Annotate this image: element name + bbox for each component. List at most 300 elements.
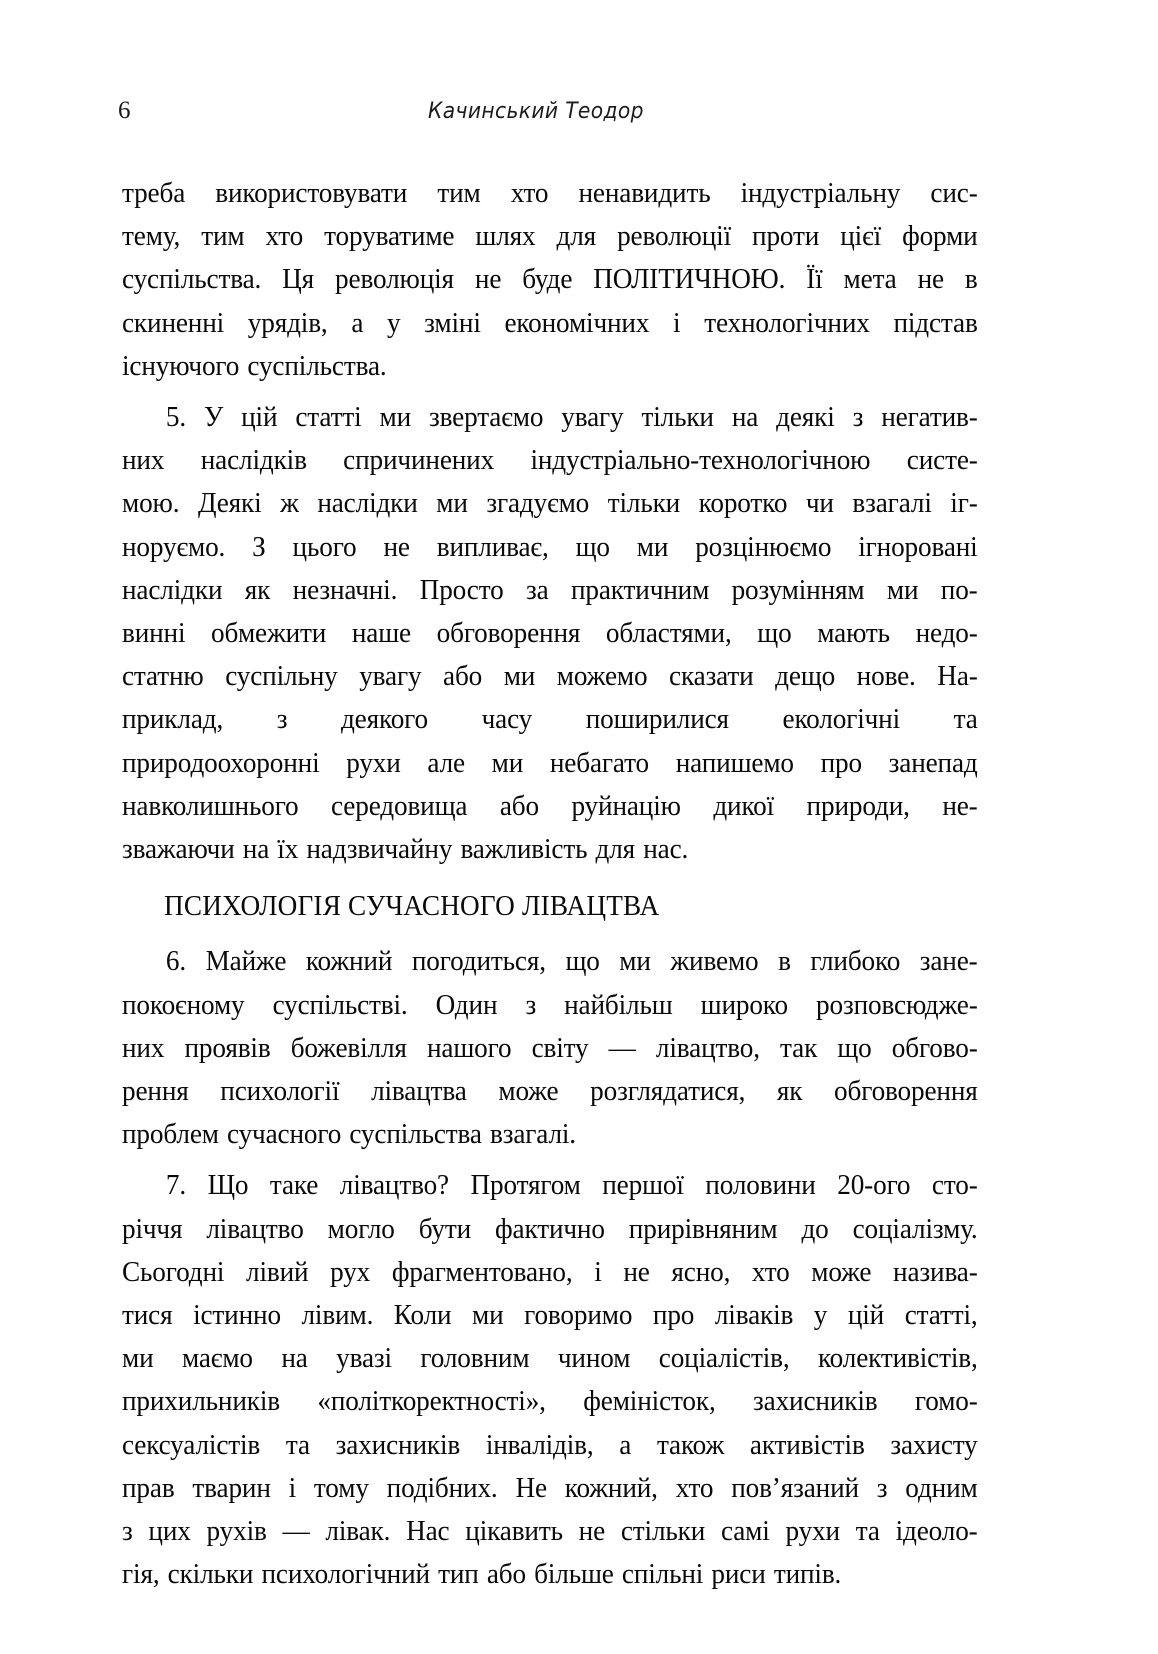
- word: розповсюдже-: [816, 989, 978, 1021]
- word: пов’язаний: [731, 1472, 859, 1504]
- word: скільки: [167, 1559, 254, 1591]
- word: руйнацію: [571, 790, 681, 822]
- word: з: [122, 1516, 133, 1548]
- word: —: [608, 1032, 636, 1064]
- word: увагу: [561, 402, 624, 434]
- word: мають: [817, 618, 890, 650]
- word: для: [595, 834, 636, 866]
- word: не: [578, 1516, 606, 1548]
- word: а: [351, 307, 364, 339]
- word: а: [619, 1429, 632, 1461]
- word: спільні: [621, 1559, 704, 1591]
- word: З: [252, 531, 266, 563]
- word: тим: [201, 221, 245, 253]
- word: не: [917, 264, 944, 296]
- word: і: [673, 307, 681, 339]
- word: треба: [122, 178, 186, 209]
- word: погодиться,: [411, 946, 546, 978]
- word: про: [820, 747, 862, 779]
- word: тому: [313, 1472, 369, 1504]
- word: навколишнього: [122, 790, 299, 822]
- text-line: [122, 258, 978, 301]
- word: лівацтво: [206, 1213, 304, 1245]
- word: лівак.: [325, 1516, 391, 1548]
- word: незначні.: [292, 574, 398, 606]
- word: рухи: [346, 747, 401, 779]
- word: цієї: [840, 221, 882, 253]
- word: проблем: [122, 1119, 219, 1151]
- word: тварин: [192, 1472, 271, 1504]
- word: про: [652, 1300, 695, 1332]
- word: негатив-: [881, 402, 978, 434]
- word: на: [242, 834, 270, 866]
- word: Що: [207, 1170, 249, 1202]
- word: суспільства.: [122, 264, 262, 296]
- word: 20-ого: [837, 1170, 911, 1202]
- word: природи,: [806, 790, 910, 822]
- word: винні: [122, 618, 186, 650]
- word: також: [656, 1429, 725, 1461]
- heading-spacer-below: [122, 928, 977, 940]
- text-line: [122, 1208, 978, 1251]
- word: світу: [531, 1032, 589, 1064]
- word: скиненні: [122, 307, 225, 339]
- word: половини: [705, 1170, 816, 1202]
- word: лівий: [246, 1256, 309, 1288]
- word: випливає,: [436, 531, 549, 563]
- word: взагалі: [852, 488, 932, 520]
- word: соціалістів,: [658, 1343, 790, 1375]
- word: На-: [937, 661, 978, 693]
- word: лівацтво?: [339, 1170, 449, 1202]
- word: середовища: [331, 790, 468, 822]
- word: тися: [122, 1300, 173, 1332]
- word: ми: [636, 531, 669, 563]
- word: говоримо: [524, 1300, 633, 1332]
- word: зане-: [919, 946, 978, 978]
- word: таке: [269, 1170, 319, 1202]
- word: революція: [335, 264, 454, 296]
- word: ігноровані: [858, 531, 978, 563]
- page-number: 6: [118, 97, 131, 124]
- word: деякого: [340, 704, 428, 736]
- word: захисників: [335, 1429, 461, 1461]
- word: ліваків: [714, 1300, 794, 1332]
- text-line: [122, 785, 978, 828]
- text-line: [122, 984, 978, 1027]
- word: суспільства.: [247, 350, 387, 382]
- word: областями,: [605, 618, 732, 650]
- word: суспільну: [225, 661, 338, 693]
- word: хто: [265, 221, 304, 253]
- word: цікавить: [465, 1516, 563, 1548]
- word: ми: [503, 661, 536, 693]
- word: ми: [886, 574, 919, 606]
- word: часу: [481, 704, 533, 736]
- word: торуватиме: [324, 221, 455, 253]
- word: на: [281, 1343, 308, 1375]
- word: наше: [351, 618, 412, 650]
- word: надзвичайну: [306, 834, 453, 866]
- word: лівацтво,: [655, 1032, 760, 1064]
- word: іг-: [950, 488, 978, 520]
- text-line: [122, 302, 978, 345]
- text-line: [122, 1027, 978, 1070]
- word: з: [852, 402, 864, 434]
- word: проти: [752, 221, 820, 253]
- word: нас.: [643, 834, 689, 866]
- word: технологічних: [704, 307, 870, 339]
- word: або: [486, 1559, 526, 1591]
- word: Майже: [205, 946, 287, 978]
- word: може: [811, 1256, 872, 1288]
- word: прирівняним: [628, 1213, 778, 1245]
- text-line: [122, 569, 978, 612]
- word: підстав: [893, 307, 978, 339]
- word: ідеоло-: [895, 1516, 978, 1548]
- word: фрагментовано,: [391, 1256, 573, 1288]
- word: наслідків: [200, 445, 307, 477]
- text-line: [122, 1294, 978, 1337]
- word: мою.: [122, 488, 180, 520]
- word: і: [288, 1472, 297, 1504]
- text-line: [122, 482, 978, 525]
- word: ми: [619, 946, 651, 978]
- word: поширилися: [585, 704, 729, 736]
- word: Не: [515, 1472, 547, 1504]
- word: революції: [617, 221, 732, 253]
- word: шлях: [475, 221, 536, 253]
- text-line: [122, 1070, 978, 1113]
- word: обмежити: [211, 618, 327, 650]
- word: обговорення: [436, 618, 581, 650]
- running-head: [118, 96, 1040, 128]
- word: економічних: [504, 307, 650, 339]
- word: можемо: [556, 661, 648, 693]
- word: лівим.: [301, 1300, 374, 1332]
- word: широко: [700, 989, 788, 1021]
- word: важливість: [460, 834, 588, 866]
- word: бути: [418, 1213, 472, 1245]
- word: гомо-: [914, 1386, 978, 1418]
- word: риси: [711, 1559, 766, 1591]
- word: як: [244, 574, 271, 606]
- word: взагалі.: [490, 1119, 576, 1151]
- word: або: [499, 790, 539, 822]
- word: урядів,: [247, 307, 328, 339]
- text-line: [122, 396, 978, 439]
- word: захисту: [890, 1429, 978, 1461]
- word: статті: [295, 402, 362, 434]
- word: них: [122, 1032, 165, 1064]
- word: хто: [751, 1256, 790, 1288]
- word: сказати: [669, 661, 754, 693]
- word: може: [498, 1076, 559, 1108]
- word: занепад: [888, 747, 978, 779]
- word: —: [282, 1516, 310, 1548]
- word: самі: [720, 1516, 770, 1548]
- word: статті,: [904, 1300, 978, 1332]
- word: цій: [847, 1300, 885, 1332]
- word: екологічні: [782, 704, 901, 736]
- word: інвалідів,: [485, 1429, 594, 1461]
- word: 6.: [165, 946, 187, 978]
- text-line: [122, 215, 978, 258]
- word: Сьогодні: [122, 1256, 225, 1288]
- word: та: [953, 704, 978, 736]
- word: недо-: [915, 618, 978, 650]
- word: наслідки: [317, 488, 418, 520]
- word: назива-: [893, 1256, 978, 1288]
- word: та: [285, 1429, 310, 1461]
- word: суспільства: [349, 1119, 482, 1151]
- text-line: [122, 1380, 978, 1423]
- text-line: [122, 1467, 978, 1510]
- word: ми: [379, 402, 412, 434]
- word: розцінюємо: [695, 531, 832, 563]
- text-line: [122, 742, 978, 785]
- word: та: [855, 1516, 880, 1548]
- word: У: [204, 402, 224, 434]
- word: Просто: [419, 574, 504, 606]
- word: розглядатися,: [590, 1076, 746, 1108]
- word: хто: [675, 1472, 714, 1504]
- word: наслідки: [122, 574, 223, 606]
- word: цій: [241, 402, 278, 434]
- word: рення: [122, 1076, 189, 1108]
- word: активістів: [749, 1429, 865, 1461]
- text-line: [122, 526, 978, 569]
- word: небагато: [549, 747, 650, 779]
- word: 5.: [165, 402, 187, 434]
- word: у: [813, 1300, 828, 1332]
- word: Коли: [393, 1300, 452, 1332]
- word: рух: [330, 1256, 371, 1288]
- word: зміні: [424, 307, 481, 339]
- text-line: [122, 1113, 978, 1156]
- word: покоєному: [122, 989, 245, 1021]
- word: тему,: [122, 221, 181, 253]
- word: на: [731, 402, 759, 434]
- word: ми: [436, 488, 468, 520]
- word: норуємо.: [122, 531, 226, 563]
- word: хто: [510, 178, 549, 209]
- word: них: [122, 445, 165, 477]
- paragraph-spacer: [122, 388, 977, 396]
- word: дещо: [775, 661, 836, 693]
- word: сто-: [931, 1170, 978, 1202]
- word: мета: [843, 264, 897, 296]
- word: не: [474, 264, 502, 296]
- word: проявів: [184, 1032, 271, 1064]
- word: фактично: [495, 1213, 605, 1245]
- text-line: [122, 612, 978, 655]
- word: ми: [122, 1343, 154, 1375]
- word: найбільш: [564, 989, 673, 1021]
- text-block: [122, 172, 977, 1597]
- word: рухи: [785, 1516, 840, 1548]
- word: по-: [940, 574, 978, 606]
- word: божевілля: [290, 1032, 407, 1064]
- word: першої: [602, 1170, 684, 1202]
- word: практичним: [570, 574, 710, 606]
- word: увагу: [359, 661, 422, 693]
- running-head-author: Качинський Теодор: [428, 99, 644, 124]
- text-line: [122, 1510, 978, 1553]
- word: для: [556, 221, 597, 253]
- word: цих: [148, 1516, 191, 1548]
- text-line: [122, 698, 978, 741]
- word: Деякі: [197, 488, 262, 520]
- word: тим: [437, 178, 481, 209]
- word: з: [876, 1472, 888, 1504]
- text-line: [122, 1424, 978, 1467]
- word: природоохоронні: [122, 747, 320, 779]
- word: не-: [942, 790, 978, 822]
- word: або: [443, 661, 483, 693]
- word: могло: [327, 1213, 395, 1245]
- word: увазі: [336, 1343, 392, 1375]
- word: істинно: [193, 1300, 281, 1332]
- text-line: [122, 345, 978, 388]
- text-line: [122, 655, 978, 698]
- word: прав: [122, 1472, 175, 1504]
- word: індустріально-технологічною: [530, 445, 871, 477]
- word: не: [383, 531, 410, 563]
- word: деякі: [776, 402, 835, 434]
- word: 7.: [165, 1170, 187, 1202]
- word: обгово-: [891, 1032, 978, 1064]
- word: ми: [472, 1300, 504, 1332]
- word: розумінням: [731, 574, 865, 606]
- text-line: [122, 828, 978, 871]
- word: ПОЛІТИЧНОЮ.: [593, 264, 786, 296]
- word: що: [837, 1032, 872, 1064]
- paragraph-6: [122, 940, 978, 1156]
- text-line: [122, 439, 978, 482]
- word: приклад,: [122, 704, 224, 736]
- word: що: [575, 531, 610, 563]
- word: нашого: [426, 1032, 512, 1064]
- text-line: [122, 940, 978, 983]
- word: стільки: [620, 1516, 706, 1548]
- word: їх: [277, 834, 299, 866]
- word: рухів: [206, 1516, 267, 1548]
- word: з: [276, 704, 288, 736]
- word: але: [427, 747, 465, 779]
- word: сексуалістів: [122, 1429, 261, 1461]
- word: «політкоректності»,: [317, 1386, 546, 1418]
- text-line: [122, 172, 978, 215]
- word: звертаємо: [428, 402, 544, 434]
- word: ми: [491, 747, 524, 779]
- word: суспільстві.: [272, 989, 408, 1021]
- word: за: [526, 574, 549, 606]
- word: використовувати: [215, 178, 408, 209]
- word: головним: [420, 1343, 530, 1375]
- paragraph-5: [122, 396, 978, 871]
- word: тільки: [607, 488, 681, 520]
- word: тільки: [641, 402, 714, 434]
- word: одним: [905, 1472, 978, 1504]
- heading-spacer-above: [122, 871, 977, 885]
- text-line: [122, 1164, 978, 1207]
- word: кожний,: [564, 1472, 658, 1504]
- word: в: [778, 946, 791, 978]
- paragraph-7: [122, 1164, 978, 1596]
- word: соціалізму.: [852, 1213, 978, 1245]
- word: чи: [805, 488, 834, 520]
- word: що: [565, 946, 600, 978]
- word: річчя: [122, 1213, 183, 1245]
- word: маємо: [181, 1343, 253, 1375]
- word: форми: [902, 221, 978, 253]
- word: прихильників: [122, 1386, 280, 1418]
- word: кожний: [305, 946, 393, 978]
- word: ясно,: [671, 1256, 731, 1288]
- word: зважаючи: [122, 834, 235, 866]
- word: до: [801, 1213, 829, 1245]
- word: сучасного: [227, 1119, 342, 1151]
- word: сис-: [930, 178, 978, 209]
- word: так: [780, 1032, 818, 1064]
- word: напишемо: [675, 747, 794, 779]
- word: в: [964, 264, 978, 296]
- word: психології: [220, 1076, 340, 1108]
- word: Протягом: [470, 1170, 581, 1202]
- word: тип: [438, 1559, 479, 1591]
- word: гія,: [122, 1559, 160, 1591]
- word: індустріальну: [740, 178, 901, 209]
- word: глибоко: [810, 946, 901, 978]
- word: обговорення: [834, 1076, 978, 1108]
- word: ненавидить: [578, 178, 711, 209]
- word: систе-: [906, 445, 978, 477]
- text-line: [122, 1553, 978, 1596]
- word: що: [757, 618, 792, 650]
- word: цього: [292, 531, 357, 563]
- word: дикої: [713, 790, 775, 822]
- word: феміністок,: [583, 1386, 716, 1418]
- word: подібних.: [386, 1472, 498, 1504]
- word: Ця: [282, 264, 315, 296]
- word: колективістів,: [817, 1343, 978, 1375]
- word: нове.: [856, 661, 916, 693]
- paragraph-4-continued: [122, 172, 978, 388]
- word: живемо: [670, 946, 759, 978]
- word: спричинених: [343, 445, 495, 477]
- word: психологічний: [261, 1559, 430, 1591]
- word: типів.: [773, 1559, 842, 1591]
- word: статню: [122, 661, 204, 693]
- word: не: [623, 1256, 650, 1288]
- word: буде: [522, 264, 573, 296]
- word: згадуємо: [486, 488, 590, 520]
- word: Її: [806, 264, 823, 296]
- text-line: [122, 1337, 978, 1380]
- word: ж: [280, 488, 299, 520]
- word: лівацтва: [371, 1076, 467, 1108]
- word: Один: [435, 989, 498, 1021]
- word: існуючого: [122, 350, 240, 382]
- word: Нас: [406, 1516, 450, 1548]
- word: коротко: [698, 488, 788, 520]
- word: з: [525, 989, 537, 1021]
- section-heading: ПСИХОЛОГІЯ СУЧАСНОГО ЛІВАЦТВА: [164, 891, 660, 923]
- text-line: [122, 1251, 978, 1294]
- word: захисників: [753, 1386, 878, 1418]
- word: як: [776, 1076, 803, 1108]
